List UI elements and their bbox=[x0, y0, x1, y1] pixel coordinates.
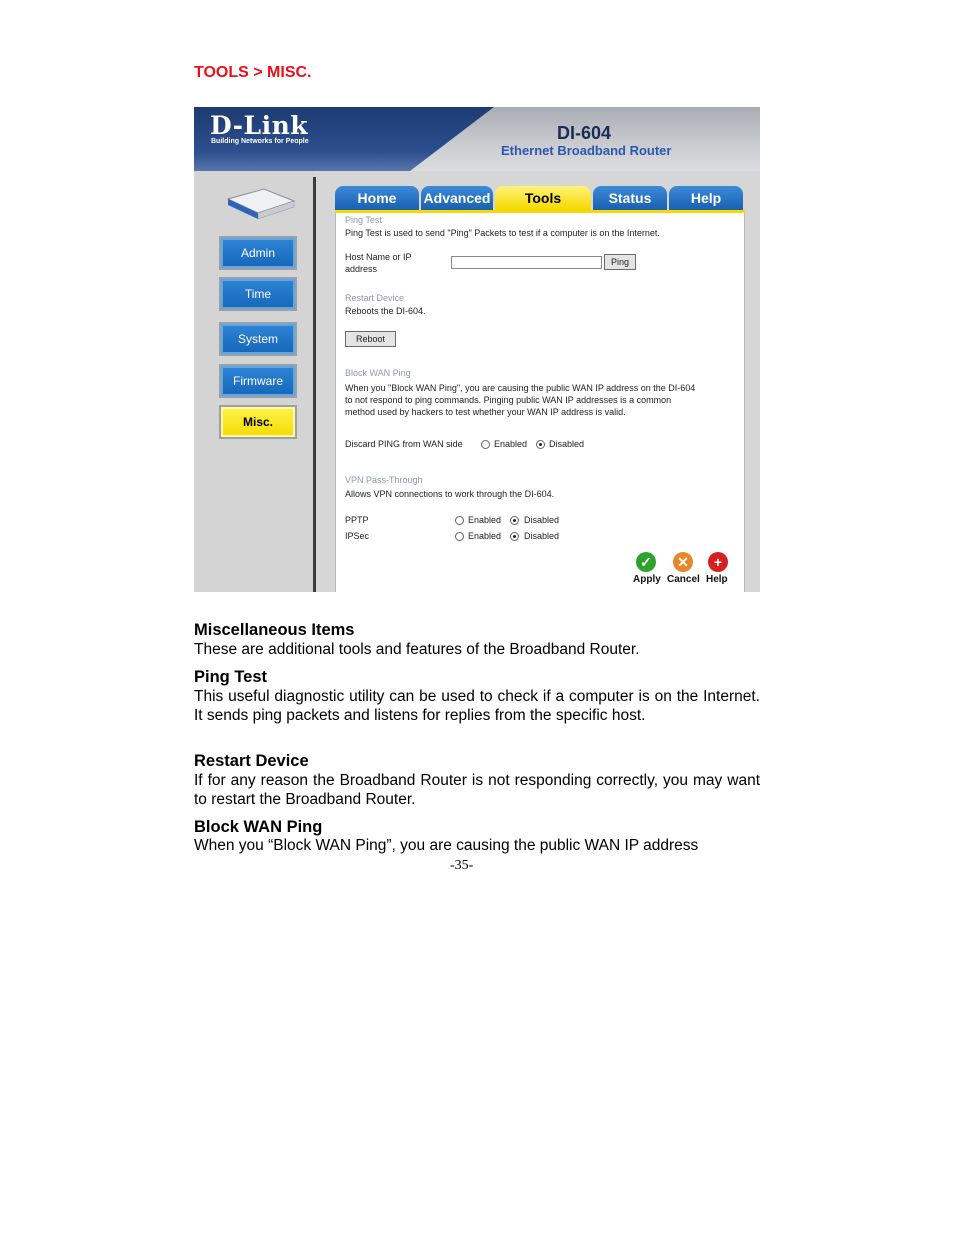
misc-heading: Miscellaneous Items bbox=[194, 621, 355, 639]
help-label[interactable]: Help bbox=[706, 574, 728, 585]
sidebar-admin-button[interactable]: Admin bbox=[219, 236, 297, 270]
block-wan-ping-line1: When you "Block WAN Ping", you are causing the public WAN IP address on the DI-604 bbox=[345, 383, 696, 393]
tab-help[interactable]: Help bbox=[669, 186, 743, 210]
ping-text: This useful diagnostic utility can be used to check if a computer is on the Internet. It sends ping packets and listens for replies from the specific host. bbox=[194, 688, 760, 724]
host-input[interactable] bbox=[451, 256, 602, 269]
model-name: DI-604 bbox=[557, 123, 612, 143]
reboot-button[interactable]: Reboot bbox=[345, 331, 396, 347]
discard-ping-disabled-label: Disabled bbox=[549, 439, 585, 449]
pptp-enabled-radio[interactable] bbox=[455, 516, 464, 525]
ipsec-enabled-radio[interactable] bbox=[455, 532, 464, 541]
sidebar-system-button[interactable]: System bbox=[219, 322, 297, 356]
pptp-label: PPTP bbox=[345, 515, 369, 525]
host-label-line2: address bbox=[345, 264, 378, 274]
pptp-disabled-radio[interactable] bbox=[510, 516, 519, 525]
section-title: TOOLS > MISC. bbox=[194, 64, 312, 81]
vpn-passthrough-heading: VPN Pass-Through bbox=[345, 475, 423, 485]
apply-check-icon[interactable]: ✓ bbox=[636, 552, 656, 572]
ipsec-disabled-radio[interactable] bbox=[510, 532, 519, 541]
block-wan-ping-line2: to not respond to ping commands. Pinging public WAN IP addresses is a common bbox=[345, 395, 672, 405]
discard-ping-label: Discard PING from WAN side bbox=[345, 439, 463, 449]
ipsec-enabled-label: Enabled bbox=[468, 531, 502, 541]
sidebar-misc-button[interactable]: Misc. bbox=[219, 405, 297, 439]
block-heading: Block WAN Ping bbox=[194, 818, 323, 836]
router-screenshot bbox=[194, 107, 760, 592]
pptp-enabled-label: Enabled bbox=[468, 515, 502, 525]
vpn-passthrough-description: Allows VPN connections to work through the DI-604. bbox=[345, 489, 555, 499]
restart-device-heading: Restart Device bbox=[345, 293, 405, 303]
model-description: Ethernet Broadband Router bbox=[501, 143, 672, 158]
host-label-line1: Host Name or IP bbox=[345, 252, 412, 262]
page-number: -35- bbox=[450, 858, 474, 873]
content-panel bbox=[335, 213, 745, 592]
router-device-icon bbox=[224, 187, 296, 221]
restart-text: If for any reason the Broadband Router is not responding correctly, you may want to restart the Broadband Router. bbox=[194, 772, 760, 808]
pptp-disabled-label: Disabled bbox=[524, 515, 560, 525]
tab-home[interactable]: Home bbox=[335, 186, 419, 210]
tab-status[interactable]: Status bbox=[593, 186, 667, 210]
apply-label[interactable]: Apply bbox=[633, 574, 661, 585]
logo-tagline: Building Networks for People bbox=[211, 138, 309, 145]
ping-test-heading: Ping Test bbox=[345, 215, 382, 225]
dlink-logo: D-Link bbox=[210, 111, 309, 140]
block-wan-ping-line3: method used by hackers to test whether your WAN IP address is valid. bbox=[345, 407, 626, 417]
restart-heading: Restart Device bbox=[194, 752, 309, 770]
ping-test-description: Ping Test is used to send "Ping" Packets to test if a computer is on the Internet. bbox=[345, 228, 660, 238]
block-wan-ping-heading: Block WAN Ping bbox=[345, 368, 411, 378]
cancel-label[interactable]: Cancel bbox=[667, 574, 700, 585]
sidebar-time-button[interactable]: Time bbox=[219, 277, 297, 311]
ping-button[interactable]: Ping bbox=[604, 254, 636, 270]
discard-ping-enabled-label: Enabled bbox=[494, 439, 528, 449]
restart-device-description: Reboots the DI-604. bbox=[345, 306, 426, 316]
help-plus-icon[interactable]: + bbox=[708, 552, 728, 572]
sidebar-firmware-button[interactable]: Firmware bbox=[219, 364, 297, 398]
cancel-x-icon[interactable]: ✕ bbox=[673, 552, 693, 572]
sidebar-divider bbox=[313, 177, 316, 592]
ping-heading: Ping Test bbox=[194, 668, 268, 686]
ipsec-label: IPSec bbox=[345, 531, 370, 541]
tab-tools[interactable]: Tools bbox=[495, 186, 591, 210]
discard-ping-enabled-radio[interactable] bbox=[481, 440, 490, 449]
ipsec-disabled-label: Disabled bbox=[524, 531, 560, 541]
misc-text: These are additional tools and features of the Broadband Router. bbox=[194, 641, 640, 658]
main-tabs bbox=[335, 186, 745, 210]
block-text: When you “Block WAN Ping”, you are causing the public WAN IP address bbox=[194, 837, 699, 854]
discard-ping-disabled-radio[interactable] bbox=[536, 440, 545, 449]
tab-advanced[interactable]: Advanced bbox=[421, 186, 493, 210]
